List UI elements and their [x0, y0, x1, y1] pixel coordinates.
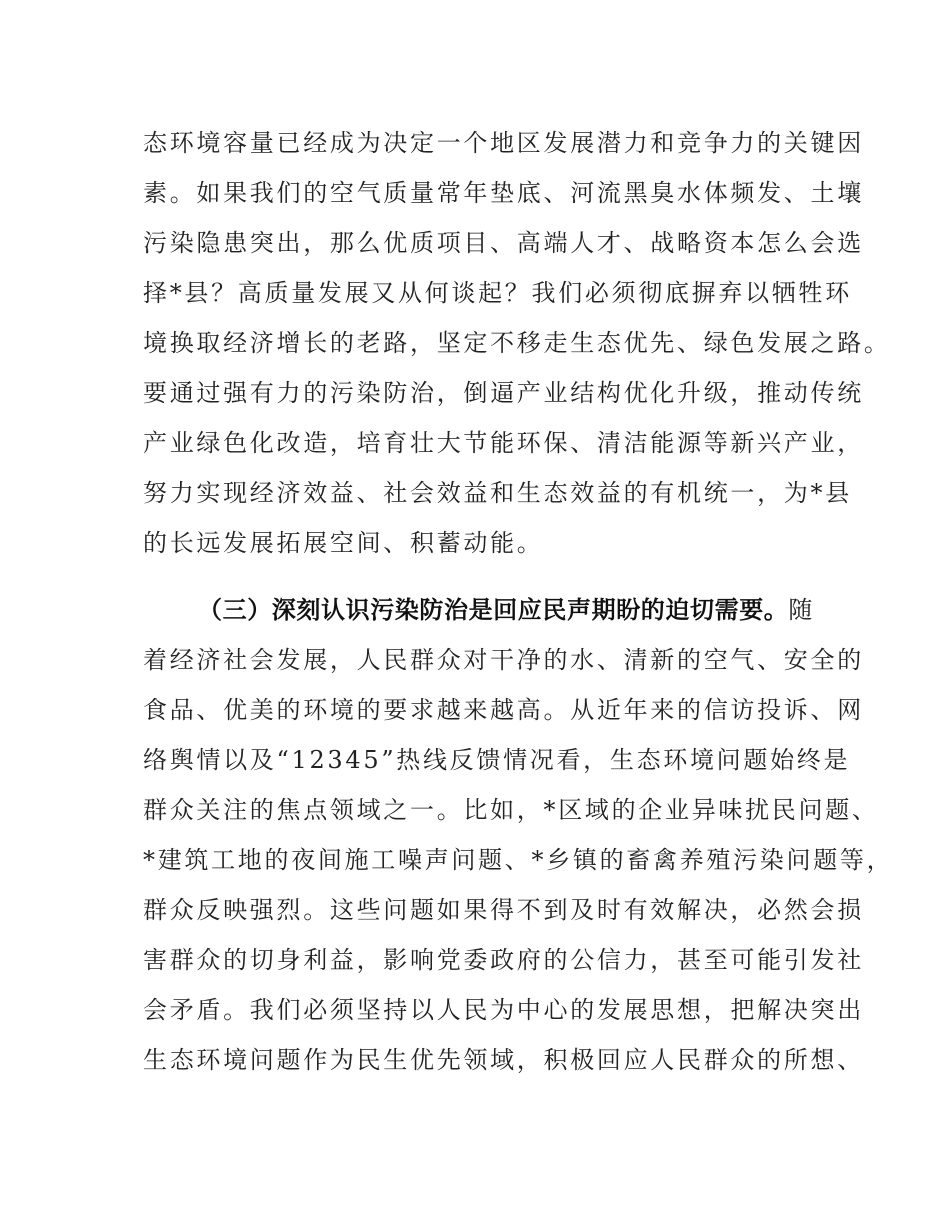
- text-line: 素。如果我们的空气质量常年垫底、河流黑臭水体频发、土壤: [143, 179, 864, 207]
- text-line: 努力实现经济效益、社会效益和生态效益的有机统一，为*县: [143, 479, 852, 507]
- heading-tail-text: 随: [788, 596, 816, 624]
- text-line: 要通过强有力的污染防治，倒逼产业结构优化升级，推动传统: [143, 379, 864, 407]
- text-line: 群众关注的焦点领域之一。比如，*区域的企业异味扰民问题、: [143, 796, 879, 824]
- text-line: 择*县？高质量发展又从何谈起？我们必须彻底摒弃以牺牲环: [143, 279, 852, 307]
- text-line: 着经济社会发展，人民群众对干净的水、清新的空气、安全的: [143, 646, 864, 674]
- text-line: 境换取经济增长的老路，坚定不移走生态优先、绿色发展之路。: [143, 329, 891, 357]
- text-line: 络舆情以及“12345”热线反馈情况看，生态环境问题始终是: [143, 746, 851, 774]
- text-line: 害群众的切身利益，影响党委政府的公信力，甚至可能引发社: [143, 946, 864, 974]
- text-line: 会矛盾。我们必须坚持以人民为中心的发展思想，把解决突出: [143, 996, 864, 1024]
- section-heading: （三）深刻认识污染防治是回应民声期盼的迫切需要。: [198, 596, 789, 624]
- text-line: 产业绿色化改造，培育壮大节能环保、清洁能源等新兴产业，: [143, 429, 864, 457]
- text-line: 食品、优美的环境的要求越来越高。从近年来的信访投诉、网: [143, 696, 864, 724]
- text-line: *建筑工地的夜间施工噪声问题、*乡镇的畜禽养殖污染问题等，: [143, 846, 894, 874]
- text-line: 生态环境问题作为民生优先领域，积极回应人民群众的所想、: [143, 1046, 864, 1074]
- section-heading-line: [198, 595, 815, 625]
- text-line: 的长远发展拓展空间、积蓄动能。: [143, 529, 544, 557]
- text-line: 污染隐患突出，那么优质项目、高端人才、战略资本怎么会选: [143, 229, 864, 257]
- text-line: 态环境容量已经成为决定一个地区发展潜力和竞争力的关键因: [143, 129, 864, 157]
- text-line: 群众反映强烈。这些问题如果得不到及时有效解决，必然会损: [143, 896, 864, 924]
